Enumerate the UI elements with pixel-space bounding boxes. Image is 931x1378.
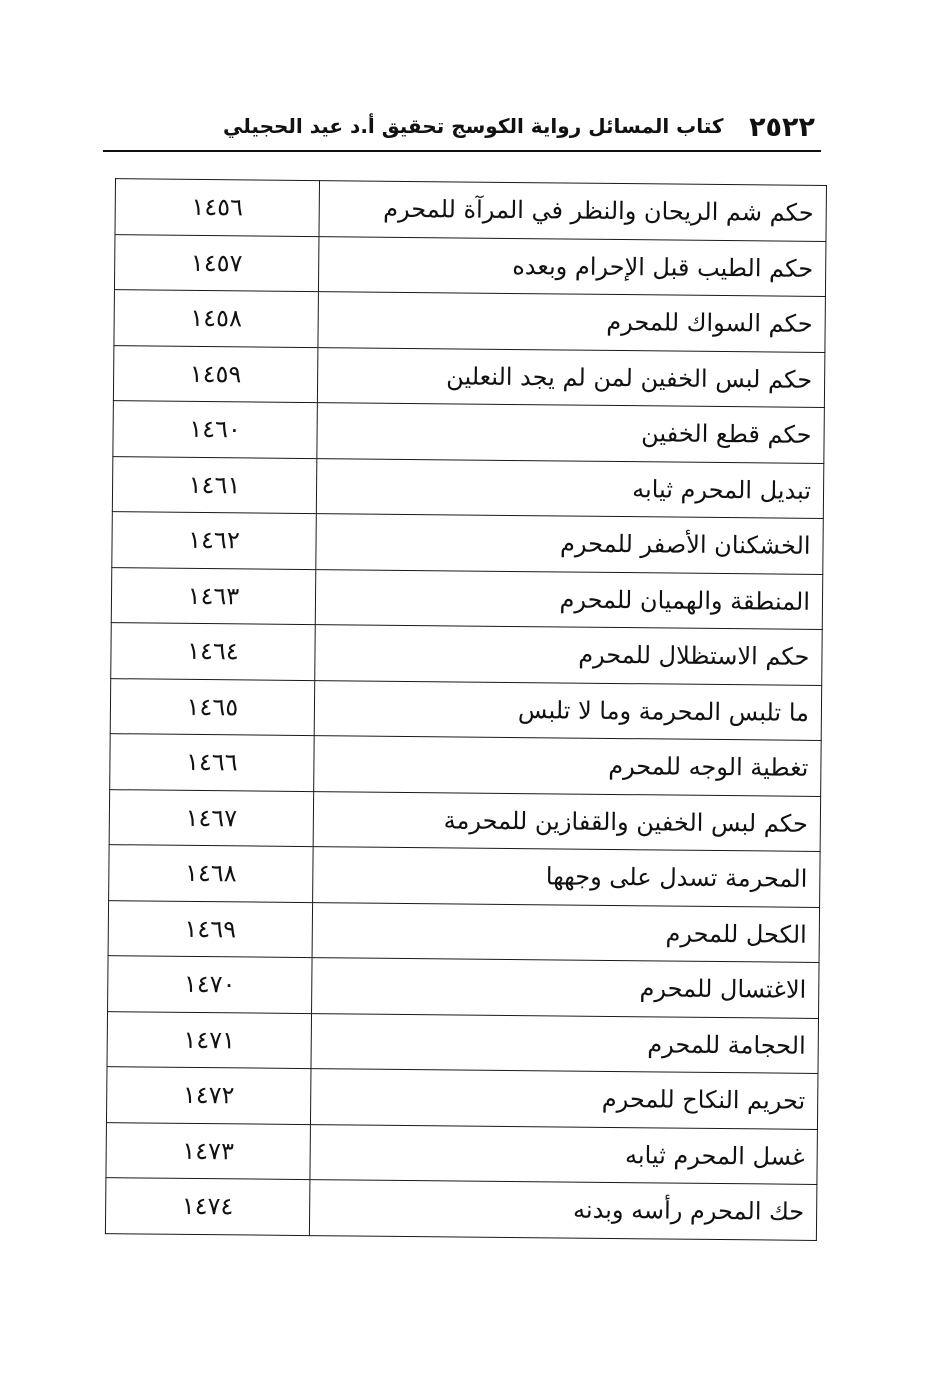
topic-cell: غسل المحرم ثيابه (310, 1124, 818, 1184)
page-number-cell: ١٤٦٤ (111, 623, 315, 680)
table-row (110, 678, 822, 740)
page-number-cell: ١٤٧١ (107, 1011, 311, 1068)
table-row (105, 1178, 817, 1240)
topic-cell: الاغتسال للمحرم (311, 958, 819, 1018)
page-number-cell: ١٤٦٣ (111, 567, 315, 624)
header-rule (103, 150, 821, 152)
page-number-cell: ١٤٥٨ (114, 290, 318, 347)
table-row (111, 567, 823, 629)
book-title: كتاب المسائل رواية الكوسج تحقيق أ.د عيد الحجيلي (223, 114, 724, 138)
page-number-cell: ١٤٦٦ (110, 734, 314, 791)
page-number: ٢٥٢٢ (749, 112, 815, 143)
table-row (107, 1011, 819, 1073)
table-row (112, 512, 824, 574)
page-number-cell: ١٤٦٨ (109, 845, 313, 902)
table-row (111, 623, 823, 685)
page-number-cell: ١٤٦٠ (113, 401, 317, 458)
page-number-cell: ١٤٧٤ (105, 1178, 309, 1235)
page-number-cell: ١٤٥٧ (114, 234, 318, 291)
table-row (113, 401, 825, 463)
table-row (108, 900, 819, 962)
topic-cell: حكم السواك للمحرم (318, 292, 826, 352)
topic-cell: المنطقة والهميان للمحرم (315, 569, 823, 629)
table-row (106, 1067, 818, 1129)
topic-cell: تبديل المحرم ثيابه (316, 458, 824, 518)
topic-cell: الحجامة للمحرم (311, 1013, 819, 1073)
table-row (113, 345, 825, 407)
table-row (108, 956, 820, 1018)
page-number-cell: ١٤٧٢ (106, 1067, 310, 1124)
topic-cell: الكحل للمحرم (312, 902, 820, 962)
index-table-body (105, 179, 826, 1240)
table-row (114, 234, 826, 296)
index-table (105, 178, 827, 1240)
table-row (106, 1122, 818, 1184)
topic-cell: تحريم النكاح للمحرم (310, 1069, 818, 1129)
topic-cell: حكم لبس الخفين والقفازين للمحرمة (313, 791, 821, 851)
page-number-cell: ١٤٦٥ (110, 678, 314, 735)
table-row (109, 845, 821, 907)
topic-cell: حكم شم الريحان والنظر في المرآة للمحرم (319, 181, 827, 241)
topic-cell: الخشكنان الأصفر للمحرم (316, 514, 824, 574)
page-header (103, 108, 821, 152)
topic-cell: المحرمة تسدل على وجهها (312, 847, 820, 907)
page-number-cell: ١٤٦٩ (108, 900, 312, 957)
page-number-cell: ١٤٥٩ (113, 345, 317, 402)
topic-cell: حكم الاستظلال للمحرم (315, 625, 823, 685)
page-number-cell: ١٤٥٦ (115, 179, 319, 236)
topic-cell: حكم الطيب قبل الإحرام وبعده (318, 236, 826, 296)
table-row (112, 456, 824, 518)
topic-cell: حكم لبس الخفين لمن لم يجد النعلين (317, 347, 825, 407)
table-row (114, 290, 826, 352)
page-number-cell: ١٤٦٢ (112, 512, 316, 569)
table-row (110, 734, 822, 796)
page-number-cell: ١٤٦١ (112, 456, 316, 513)
page-number-cell: ١٤٧٠ (108, 956, 312, 1013)
page-number-cell: ١٤٦٧ (109, 789, 313, 846)
topic-cell: ما تلبس المحرمة وما لا تلبس (314, 680, 822, 740)
topic-cell: حكم قطع الخفين (317, 403, 825, 463)
table-row (115, 179, 827, 241)
page-number-cell: ١٤٧٣ (106, 1122, 310, 1179)
table-row (109, 789, 821, 851)
topic-cell: تغطية الوجه للمحرم (314, 736, 822, 796)
topic-cell: حك المحرم رأسه وبدنه (309, 1180, 817, 1240)
